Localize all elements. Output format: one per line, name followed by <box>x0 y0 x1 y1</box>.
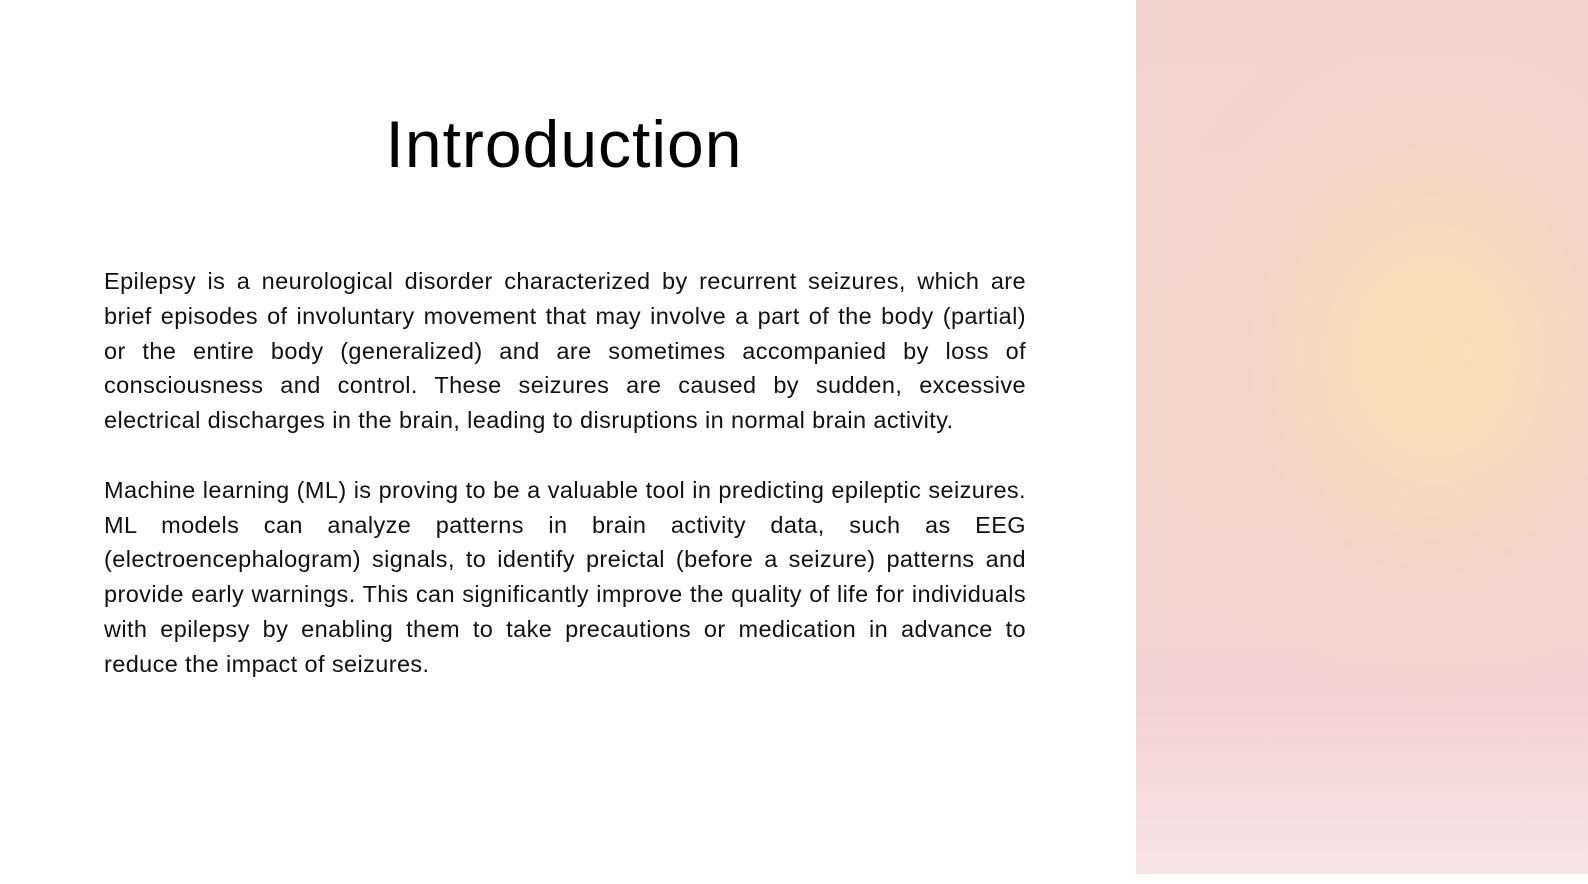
slide-bottom-edge <box>0 874 1588 884</box>
slide-title: Introduction <box>385 107 743 181</box>
decorative-gradient-panel <box>1136 0 1588 884</box>
paragraph-epilepsy-definition: Epilepsy is a neurological disorder characterized by recurrent seizures, which are brief episodes of involuntary movement that may involve a part of the body (partial) or the entire body (generalized) and are sometimes accompanied by loss of consciousness and control. These seizures are caused by sudden, excessive electrical discharges in the brain, leading to disruptions in normal brain activity. <box>104 268 1026 434</box>
slide-body <box>104 264 1026 716</box>
paragraph-machine-learning: Machine learning (ML) is proving to be a valuable tool in predicting epileptic seizures. ML models can analyze patterns in brain activity data, such as EEG (electroencephalogram) signals, to identify preictal (before a seizure) patterns and provide early warnings. This can significantly improve the quality of life for individuals with epilepsy by enabling them to take precautions or medication in advance to reduce the impact of seizures. <box>104 476 1026 677</box>
